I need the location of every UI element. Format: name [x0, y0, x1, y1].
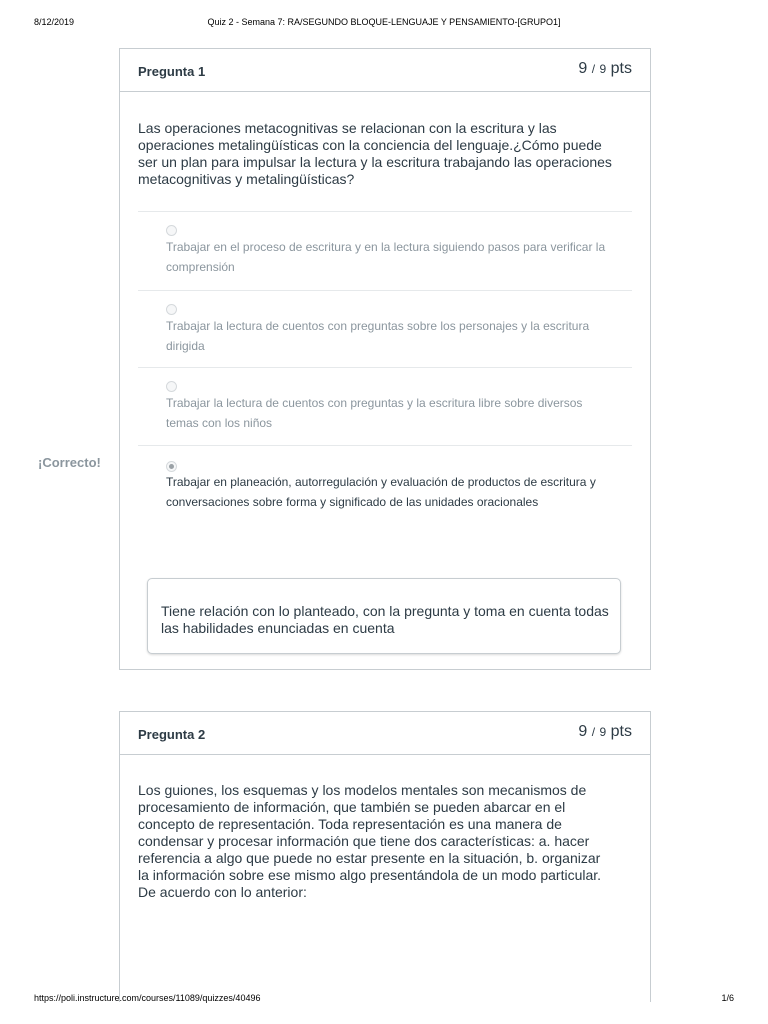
question-2	[119, 711, 651, 1002]
pts-label: pts	[610, 60, 632, 77]
answer-option[interactable]	[138, 367, 632, 446]
question-text: Los guiones, los esquemas y los modelos mentales son mecanismos de procesamiento de información, que también se pueden abarcar en el concepto de representación. Toda representación es una manera de condensar y procesar información que tiene dos características: a. hacer referencia a algo que puede no estar presente en la situación, b. organizar la información sobre ese mismo algo presentándola de un modo particular. De acuerdo con lo anterior:	[138, 782, 602, 900]
answer-option-selected[interactable]	[138, 445, 632, 546]
radio-button[interactable]	[166, 225, 177, 236]
print-url[interactable]: https://poli.instructure.com/courses/11089/quizzes/40496	[34, 993, 261, 1003]
answer-text: Trabajar la lectura de cuentos con preguntas y la escritura libre sobre diversos temas con los niños	[166, 396, 583, 430]
score-value: 9	[578, 60, 588, 77]
radio-button[interactable]	[166, 304, 177, 315]
answer-text: Trabajar en planeación, autorregulación y evaluación de productos de escritura y conversaciones sobre forma y significado de las unidades oracionales	[166, 475, 596, 509]
question-title: Pregunta 1	[138, 64, 206, 79]
score-max: 9	[599, 725, 607, 739]
pts-label: pts	[610, 723, 632, 740]
print-title: Quiz 2 - Semana 7: RA/SEGUNDO BLOQUE-LENGUAJE Y PENSAMIENTO-[GRUPO1]	[207, 17, 561, 27]
page-number: 1/6	[721, 993, 734, 1003]
radio-button-checked[interactable]	[166, 461, 177, 472]
question-text: Las operaciones metacognitivas se relacionan con la escritura y las operaciones metalingüísticas con la conciencia del lenguaje.¿Cómo puede ser un plan para impulsar la lectura y la escritura trabajando las operaciones metacognitivas y metalingüísticas?	[138, 120, 612, 187]
score-separator: /	[591, 725, 596, 739]
correct-label: ¡Correcto!	[38, 455, 101, 470]
answer-option[interactable]	[138, 211, 632, 290]
question-score	[578, 60, 632, 78]
radio-button[interactable]	[166, 381, 177, 392]
question-header	[120, 49, 650, 92]
question-1	[119, 48, 651, 670]
print-date: 8/12/2019	[34, 17, 75, 27]
feedback-box	[147, 578, 621, 654]
feedback-text: Tiene relación con lo planteado, con la pregunta y toma en cuenta todas las habilidades enunciadas en cuenta	[161, 603, 609, 636]
score-max: 9	[599, 62, 607, 76]
score-separator: /	[591, 62, 596, 76]
score-value: 9	[578, 723, 588, 740]
question-score	[578, 723, 632, 741]
question-title: Pregunta 2	[138, 727, 206, 742]
answer-text: Trabajar la lectura de cuentos con preguntas sobre los personajes y la escritura dirigida	[166, 319, 590, 353]
question-header	[120, 712, 650, 755]
answer-text: Trabajar en el proceso de escritura y en la lectura siguiendo pasos para verificar la comprensión	[166, 240, 606, 274]
answer-option[interactable]	[138, 290, 632, 367]
